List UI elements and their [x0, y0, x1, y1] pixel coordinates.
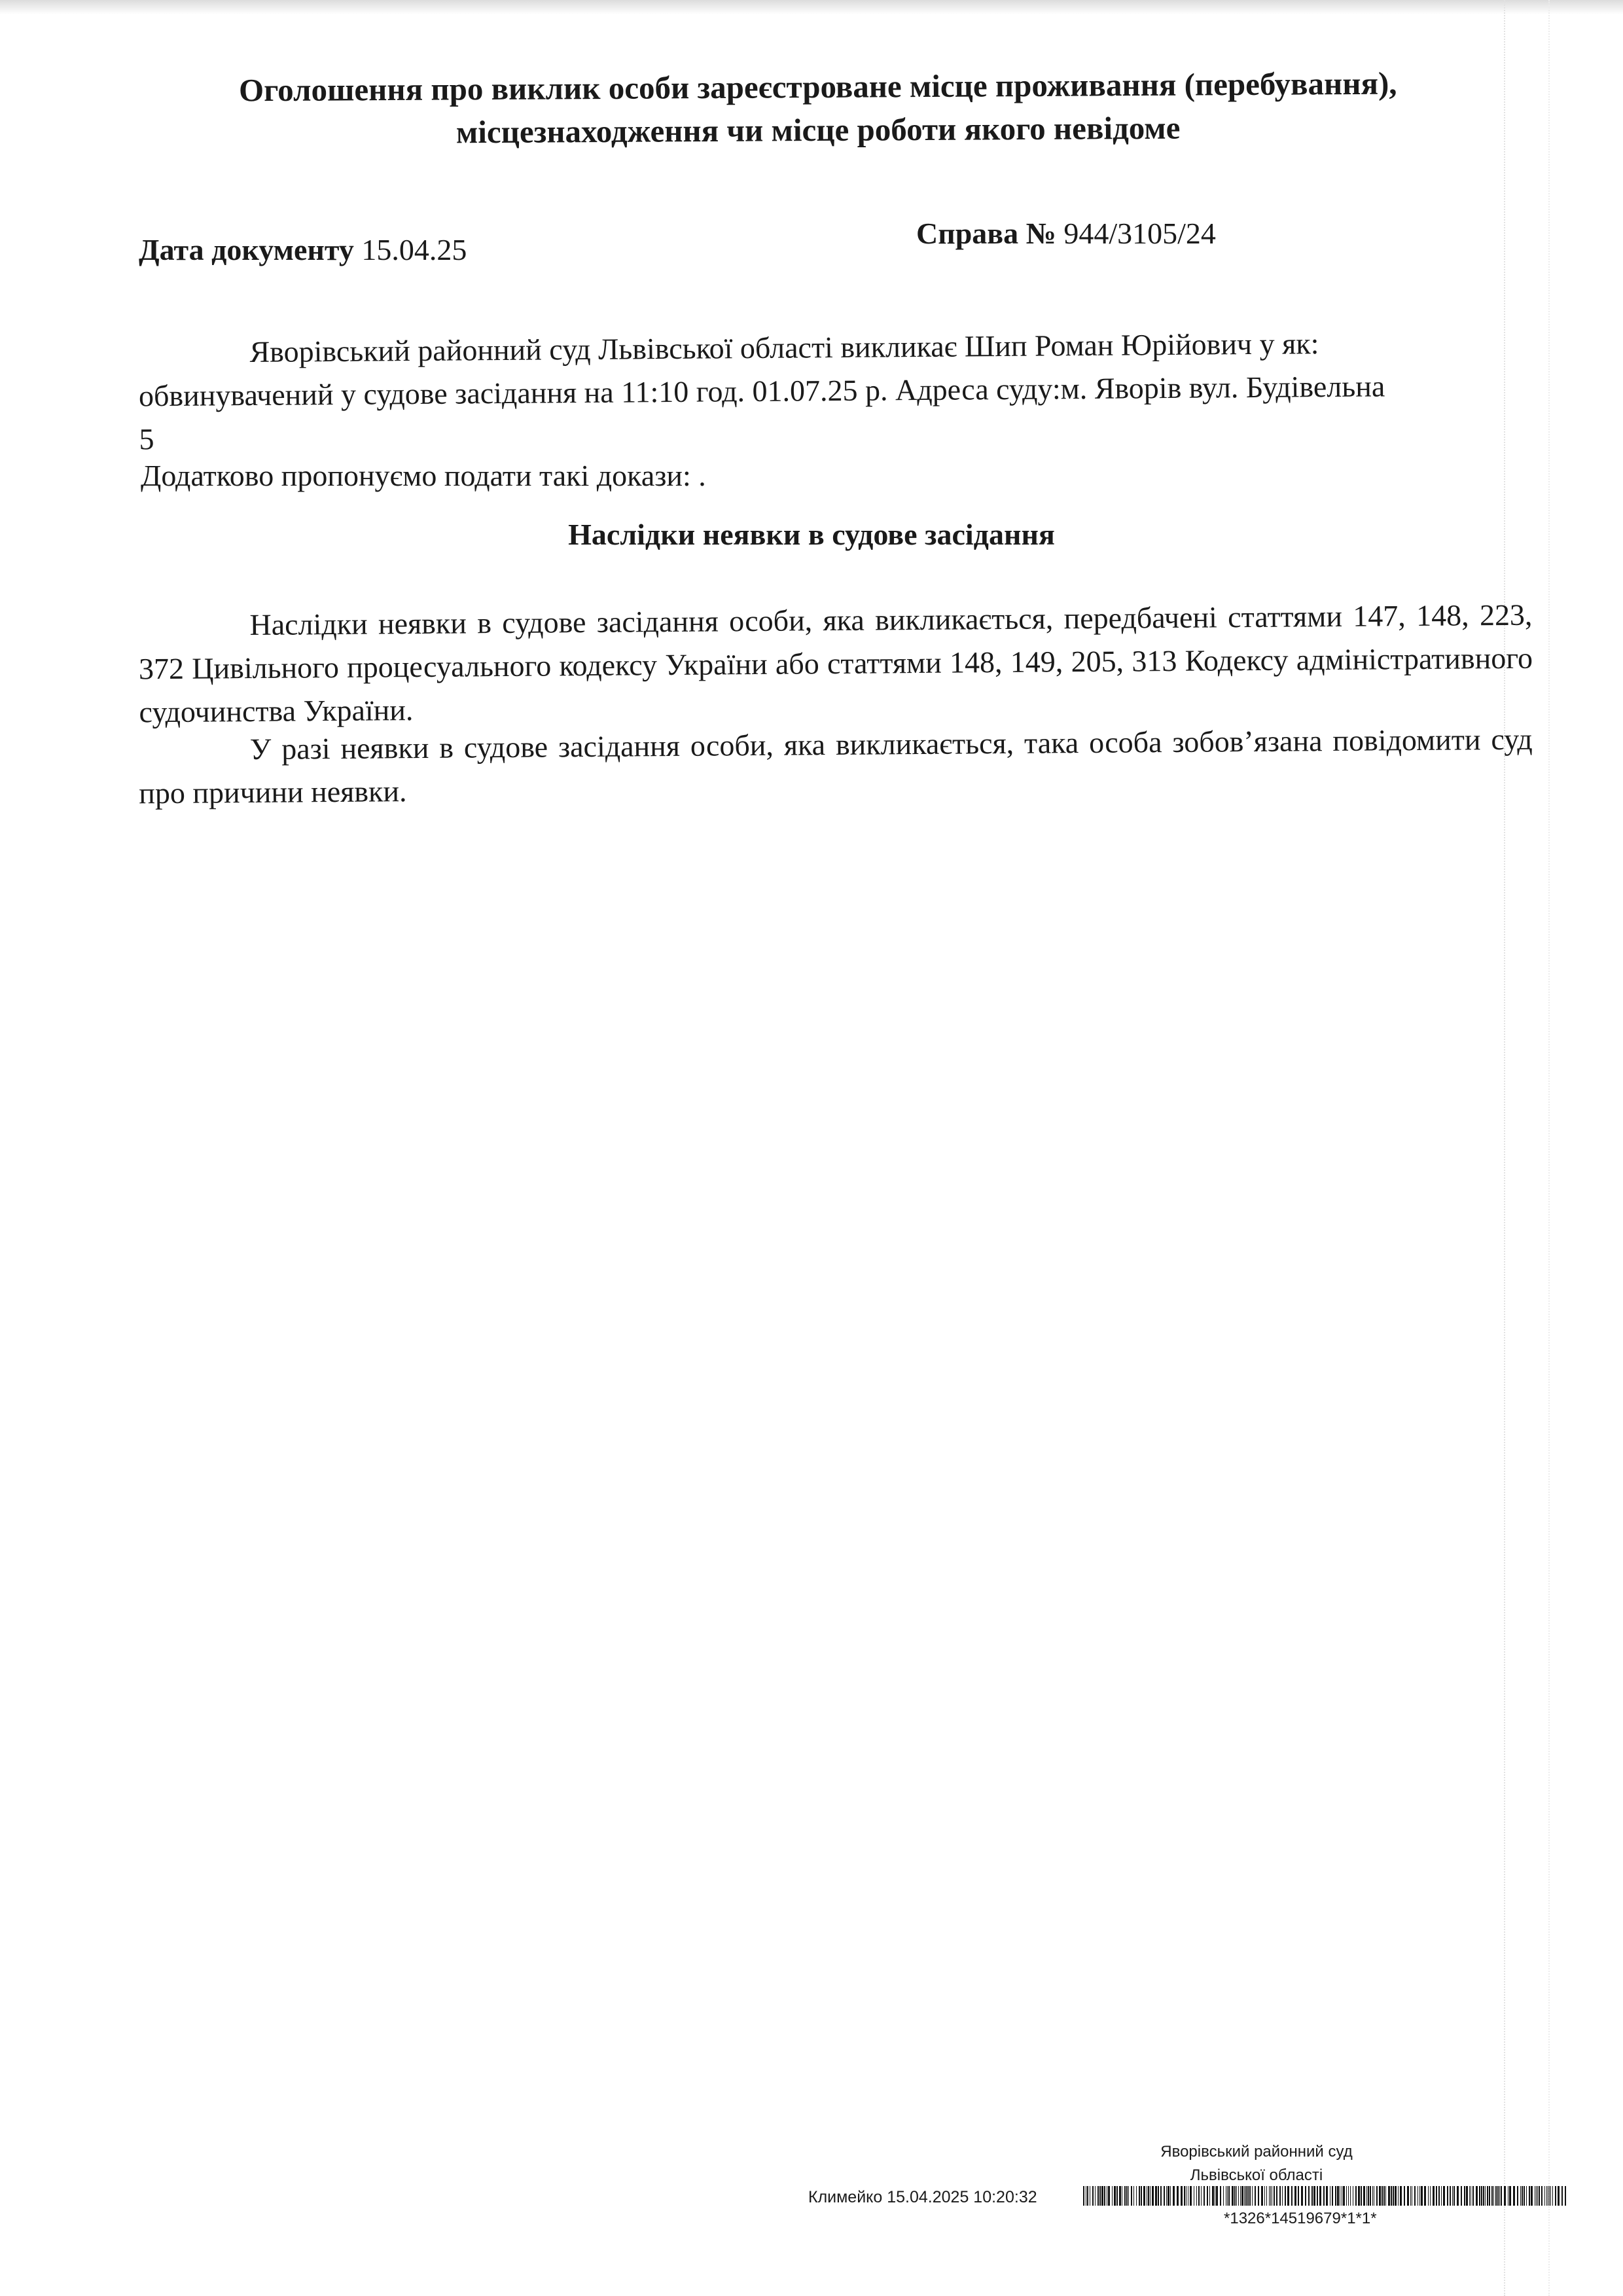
barcode-bar	[1529, 2186, 1530, 2206]
barcode-bar	[1238, 2186, 1239, 2206]
barcode-bar	[1116, 2186, 1118, 2206]
barcode-bar	[1485, 2186, 1486, 2206]
barcode-bar	[1544, 2186, 1545, 2206]
barcode-bar	[1355, 2186, 1357, 2206]
barcode-bar	[1531, 2186, 1533, 2206]
barcode-bar	[1301, 2186, 1303, 2206]
barcode-bar	[1266, 2186, 1267, 2206]
barcode-bar	[1464, 2186, 1465, 2206]
barcode-bar	[1335, 2186, 1336, 2206]
barcode-bar	[1305, 2186, 1306, 2206]
barcode-bar	[1376, 2186, 1378, 2206]
barcode-bar	[1513, 2186, 1515, 2206]
barcode-bar	[1126, 2186, 1128, 2206]
barcode-bar	[1112, 2186, 1113, 2206]
barcode-bar	[1443, 2186, 1445, 2206]
barcode-bar	[1368, 2186, 1369, 2206]
barcode-bar	[1395, 2186, 1397, 2206]
barcode-bar	[1483, 2186, 1484, 2206]
barcode-bar	[1346, 2186, 1347, 2206]
barcode-bar	[1228, 2186, 1230, 2206]
barcode-bar	[1393, 2186, 1394, 2206]
barcode-bar	[1131, 2186, 1132, 2206]
barcode-bar	[1181, 2186, 1183, 2206]
barcode-bar	[1472, 2186, 1474, 2206]
barcode-bar	[1388, 2186, 1390, 2206]
barcode-bar	[1326, 2186, 1328, 2206]
barcode-bar	[1269, 2186, 1270, 2206]
barcode-bar	[1489, 2186, 1490, 2206]
barcode-bar	[1400, 2186, 1402, 2206]
barcode-bar	[1252, 2186, 1253, 2206]
barcode-bar	[1097, 2186, 1099, 2206]
barcode-bar	[1236, 2186, 1237, 2206]
barcode-bar	[1370, 2186, 1371, 2206]
barcode-bar	[1247, 2186, 1249, 2206]
barcode-bar	[1285, 2186, 1286, 2206]
barcode-bar	[1469, 2186, 1470, 2206]
barcode-bar	[1509, 2186, 1511, 2206]
barcode-bar	[1450, 2186, 1451, 2206]
barcode-bar	[1198, 2186, 1200, 2206]
barcode-bar	[1139, 2186, 1140, 2206]
barcode-bar	[1311, 2186, 1313, 2206]
summons-paragraph	[138, 321, 1533, 461]
barcode-bar	[1216, 2186, 1218, 2206]
clerk-stamp: Климейко 15.04.2025 10:20:32	[808, 2188, 1037, 2206]
barcode-bar	[1313, 2186, 1315, 2206]
barcode-bar	[1517, 2186, 1518, 2206]
barcode-bar	[1255, 2186, 1256, 2206]
barcode-bar	[1438, 2186, 1440, 2206]
date-label: Дата документу	[139, 233, 354, 266]
barcode-bar	[1487, 2186, 1488, 2206]
barcode-bar	[1391, 2186, 1392, 2206]
barcode-bar	[1479, 2186, 1480, 2206]
barcode-bar	[1565, 2186, 1566, 2206]
barcode-bar	[1495, 2186, 1497, 2206]
barcode-bar	[1264, 2186, 1265, 2206]
barcode-bar	[1466, 2186, 1468, 2206]
barcode-bar	[1158, 2186, 1159, 2206]
barcode-bar	[1317, 2186, 1318, 2206]
barcode-bar	[1270, 2186, 1271, 2206]
barcode-bar	[1407, 2186, 1409, 2206]
barcode-bar	[1454, 2186, 1455, 2206]
barcode-bar	[1244, 2186, 1245, 2206]
barcode-bar	[1404, 2186, 1405, 2206]
barcode-bar	[1501, 2186, 1502, 2206]
date-value: 15.04.25	[361, 233, 467, 266]
barcode-bar	[1499, 2186, 1500, 2206]
barcode-bar	[1227, 2186, 1228, 2206]
barcode-bar	[1555, 2186, 1556, 2206]
barcode-bar	[1083, 2186, 1084, 2206]
barcode-bar	[1348, 2186, 1349, 2206]
summons-line-2: обвинувачений у судове засідання на 11:10 год. 01.07.25 р. Адреса суду:м. Яворів вул. Будівельна	[138, 369, 1385, 413]
title-line-1: Оголошення про виклик особи зареєстроване місце проживання (перебування),	[238, 65, 1397, 109]
case-value: 944/3105/24	[1063, 217, 1216, 250]
barcode-bar	[1421, 2186, 1423, 2206]
document-title	[196, 62, 1440, 156]
barcode-bar	[1424, 2186, 1426, 2206]
barcode-bar	[1537, 2186, 1538, 2206]
court-stamp-line-2: Львівської області	[1190, 2166, 1323, 2184]
barcode-bar	[1363, 2186, 1365, 2206]
barcode-bar	[1358, 2186, 1360, 2206]
barcode-bar	[1160, 2186, 1162, 2206]
barcode-bar	[1209, 2186, 1210, 2206]
document-date	[139, 232, 467, 267]
barcode-bar	[1155, 2186, 1157, 2206]
barcode-bar	[1319, 2186, 1321, 2206]
court-stamp	[1073, 2140, 1440, 2187]
barcode	[1083, 2186, 1567, 2206]
barcode-bar	[1433, 2186, 1435, 2206]
barcode-bar	[1279, 2186, 1281, 2206]
barcode-bar	[1398, 2186, 1399, 2206]
barcode-bar	[1196, 2186, 1197, 2206]
barcode-bar	[1461, 2186, 1462, 2206]
barcode-bar	[1410, 2186, 1411, 2206]
case-number	[916, 216, 1216, 251]
barcode-bar	[1546, 2186, 1547, 2206]
barcode-bar	[1101, 2186, 1103, 2206]
barcode-bar	[1481, 2186, 1482, 2206]
barcode-bar	[1143, 2186, 1145, 2206]
barcode-bar	[1541, 2186, 1543, 2206]
barcode-bar	[1177, 2186, 1179, 2206]
barcode-bar	[1184, 2186, 1185, 2206]
barcode-bar	[1099, 2186, 1101, 2206]
barcode-bar	[1294, 2186, 1296, 2206]
obligation-paragraph: У разі неявки в судове засідання особи, яка викликається, така особа зобов’язана повідомити суд про причини неявки.	[139, 722, 1533, 810]
barcode-bar	[1457, 2186, 1459, 2206]
barcode-bar	[1152, 2186, 1154, 2206]
barcode-bar	[1166, 2186, 1167, 2206]
consequences-paragraph: Наслідки неявки в судове засідання особи, яка викликається, передбачені статтями 147, 148, 223, 372 Цивільного процесуального кодексу України або статтями 148, 149, 205, 313 Кодексу адміністративного судочинства України.	[138, 598, 1533, 729]
barcode-bar	[1379, 2186, 1381, 2206]
barcode-bar	[1220, 2186, 1221, 2206]
barcode-bar	[1201, 2186, 1202, 2206]
barcode-bar	[1493, 2186, 1494, 2206]
title-line-2: місцезнаходження чи місце роботи якого невідоме	[455, 109, 1181, 151]
barcode-bar	[1350, 2186, 1351, 2206]
barcode-bar	[1190, 2186, 1192, 2206]
barcode-bar	[1298, 2186, 1299, 2206]
barcode-bar	[1504, 2186, 1506, 2206]
summons-line-1: Яворівський районний суд Львівської області викликає Шип Роман Юрійович у як:	[249, 327, 1319, 369]
barcode-bar	[1164, 2186, 1165, 2206]
barcode-bar	[1148, 2186, 1149, 2206]
barcode-bar	[1337, 2186, 1339, 2206]
barcode-bar	[1276, 2186, 1277, 2206]
barcode-bar	[1526, 2186, 1527, 2206]
barcode-bar	[1282, 2186, 1283, 2206]
barcode-bar	[1168, 2186, 1169, 2206]
barcode-bar	[1561, 2186, 1563, 2206]
barcode-bar	[1274, 2186, 1275, 2206]
barcode-bar	[1550, 2186, 1551, 2206]
barcode-bar	[1258, 2186, 1259, 2206]
barcode-bar	[1095, 2186, 1096, 2206]
barcode-bar	[1128, 2186, 1129, 2206]
barcode-bar	[1539, 2186, 1540, 2206]
barcode-text: *1326*14519679*1*1*	[1224, 2210, 1377, 2227]
barcode-bar	[1522, 2186, 1523, 2206]
barcode-bar	[1245, 2186, 1247, 2206]
section-heading: Наслідки неявки в судове засідання	[568, 518, 1055, 551]
barcode-bar	[1552, 2186, 1553, 2206]
barcode-bar	[1332, 2186, 1333, 2206]
barcode-bar	[1249, 2186, 1251, 2206]
barcode-bar	[1232, 2186, 1234, 2206]
case-label: Справа №	[916, 217, 1056, 250]
barcode-bar	[1323, 2186, 1325, 2206]
barcode-bar	[1207, 2186, 1208, 2206]
barcode-bar	[1524, 2186, 1525, 2206]
scan-edge-shadow	[0, 0, 1623, 14]
barcode-bar	[1428, 2186, 1429, 2206]
barcode-bar	[1558, 2186, 1560, 2206]
barcode-bar	[1087, 2186, 1088, 2206]
barcode-bar	[1520, 2186, 1521, 2206]
barcode-bar	[1382, 2186, 1383, 2206]
barcode-bar	[1549, 2186, 1550, 2206]
barcode-bar	[1366, 2186, 1367, 2206]
barcode-bar	[1361, 2186, 1362, 2206]
barcode-bar	[1241, 2186, 1243, 2206]
additional-evidence: Додатково пропонуємо подати такі докази: .	[141, 459, 706, 492]
barcode-bar	[1291, 2186, 1293, 2206]
barcode-bar	[1536, 2186, 1537, 2206]
barcode-bar	[1240, 2186, 1241, 2206]
barcode-bar	[1204, 2186, 1205, 2206]
barcode-bar	[1114, 2186, 1116, 2206]
barcode-bar	[1447, 2186, 1448, 2206]
barcode-bar	[1436, 2186, 1437, 2206]
barcode-bar	[1108, 2186, 1110, 2206]
barcode-bar	[1385, 2186, 1386, 2206]
court-stamp-line-1: Яворівський районний суд	[1160, 2143, 1353, 2161]
barcode-bar	[1419, 2186, 1420, 2206]
barcode-bar	[1133, 2186, 1134, 2206]
barcode-bar	[1141, 2186, 1142, 2206]
barcode-bar	[1491, 2186, 1493, 2206]
barcode-bar	[1414, 2186, 1416, 2206]
barcode-bar	[1372, 2186, 1373, 2206]
barcode-bar	[1452, 2186, 1453, 2206]
barcode-bar	[1497, 2186, 1499, 2206]
barcode-bar	[1308, 2186, 1310, 2206]
barcode-bar	[1170, 2186, 1171, 2206]
barcode-bar	[1119, 2186, 1121, 2206]
barcode-bar	[1234, 2186, 1236, 2206]
barcode-bar	[1441, 2186, 1442, 2206]
scan-margin-marks-inner	[1548, 0, 1551, 2296]
summons-line-3: 5	[139, 422, 154, 456]
barcode-bar	[1287, 2186, 1289, 2206]
barcode-bar	[1136, 2186, 1137, 2206]
barcode-bar	[1092, 2186, 1094, 2206]
barcode-bar	[1223, 2186, 1224, 2206]
barcode-bar	[1212, 2186, 1214, 2206]
barcode-bar	[1430, 2186, 1431, 2206]
barcode-bar	[1261, 2186, 1263, 2206]
barcode-bar	[1343, 2186, 1345, 2206]
barcode-bar	[1104, 2186, 1105, 2206]
barcode-bar	[1476, 2186, 1478, 2206]
barcode-bar	[1173, 2186, 1175, 2206]
barcode-bar	[1383, 2186, 1385, 2206]
barcode-bar	[1124, 2186, 1126, 2206]
